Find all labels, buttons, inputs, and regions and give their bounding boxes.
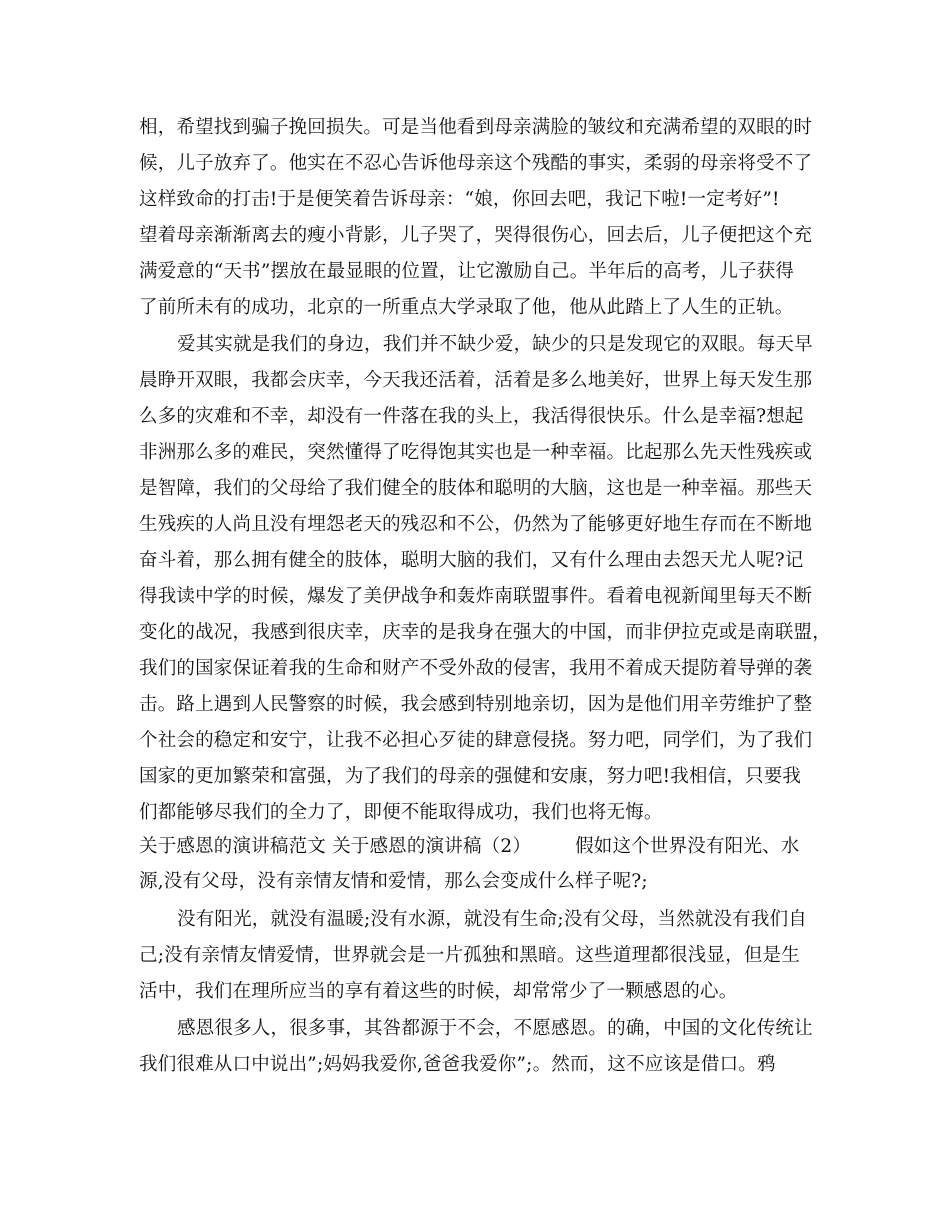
text-line: 这样致命的打击!于是便笑着告诉母亲：“娘，你回去吧，我记下啦!一定考好”! bbox=[139, 189, 780, 210]
section-heading-line bbox=[139, 832, 799, 862]
text-line: 相，希望找到骗子挽回损失。可是当他看到母亲满脸的皱纹和充满希望的双眼的时 bbox=[139, 117, 813, 138]
text-line: 我们的国家保证着我的生命和财产不受外敌的侵害，我用不着成天提防着导弹的袭 bbox=[139, 658, 813, 679]
text-line: 活中，我们在理所应当的享有着这些的时候，却常常少了一颗感恩的心。 bbox=[139, 981, 738, 1002]
section-heading: 关于感恩的演讲稿范文 关于感恩的演讲稿（2） bbox=[139, 836, 532, 857]
text-line: 是智障，我们的父母给了我们健全的肢体和聪明的大脑，这也是一种幸福。那些天 bbox=[139, 478, 813, 499]
text-line: 了前所未有的成功，北京的一所重点大学录取了他，他从此踏上了人生的正轨。 bbox=[139, 297, 794, 318]
text-line: 非洲那么多的难民，突然懂得了吃得饱其实也是一种幸福。比起那么先天性残疾或 bbox=[139, 442, 813, 463]
text-line: 们都能够尽我们的全力了，即便不能取得成功，我们也将无悔。 bbox=[139, 802, 663, 823]
text-line: 候，儿子放弃了。他实在不忍心告诉他母亲这个残酷的事实，柔弱的母亲将受不了 bbox=[139, 153, 813, 174]
text-line: 我们很难从口中说出”;妈妈我爱你,爸爸我爱你”;。然而，这不应该是借口。鸦 bbox=[139, 1054, 776, 1075]
text-line: 源,没有父母，没有亲情友情和爱情，那么会变成什么样子呢?; bbox=[139, 871, 648, 892]
text-line: 得我读中学的时候，爆发了美伊战争和轰炸南联盟事件。看着电视新闻里每天不断 bbox=[139, 586, 813, 607]
text-line: 晨睁开双眼，我都会庆幸，今天我还活着，活着是多么地美好，世界上每天发生那 bbox=[139, 370, 813, 391]
text-line: 爱其实就是我们的身边，我们并不缺少爱，缺少的只是发现它的双眼。每天早 bbox=[177, 334, 813, 355]
text-run: 假如这个世界没有阳光、水 bbox=[575, 836, 800, 857]
text-line: 奋斗着，那么拥有健全的肢体，聪明大脑的我们，又有什么理由去怨天尤人呢?记 bbox=[139, 550, 804, 571]
text-line: 击。路上遇到人民警察的时候，我会感到特别地亲切，因为是他们用辛劳维护了整 bbox=[139, 694, 813, 715]
text-line: 望着母亲渐渐离去的瘦小背影，儿子哭了，哭得很伤心，回去后，儿子便把这个充 bbox=[139, 225, 813, 246]
text-line: 己;没有亲情友情爱情，世界就会是一片孤独和黑暗。这些道理都很浅显，但是生 bbox=[139, 945, 800, 966]
text-line: 个社会的稳定和安宁，让我不必担心歹徒的肆意侵挠。努力吧，同学们，为了我们 bbox=[139, 730, 813, 751]
text-line: 生残疾的人尚且没有埋怨老天的残忍和不公，仍然为了能够更好地生存而在不断地 bbox=[139, 514, 813, 535]
text-line: 感恩很多人，很多事，其咎都源于不会，不愿感恩。的确，中国的文化传统让 bbox=[177, 1018, 813, 1039]
text-line: 没有阳光，就没有温暖;没有水源，就没有生命;没有父母，当然就没有我们自 bbox=[177, 909, 807, 930]
text-line: 变化的战况，我感到很庆幸，庆幸的是我身在强大的中国，而非伊拉克或是南联盟， bbox=[139, 622, 831, 643]
text-line: 么多的灾难和不幸，却没有一件落在我的头上，我活得很快乐。什么是幸福?想起 bbox=[139, 406, 804, 427]
text-line: 国家的更加繁荣和富强，为了我们的母亲的强健和安康，努力吧!我相信，只要我 bbox=[139, 766, 802, 787]
text-line: 满爱意的“天书”摆放在最显眼的位置，让它激励自己。半年后的高考，儿子获得 bbox=[139, 261, 795, 282]
